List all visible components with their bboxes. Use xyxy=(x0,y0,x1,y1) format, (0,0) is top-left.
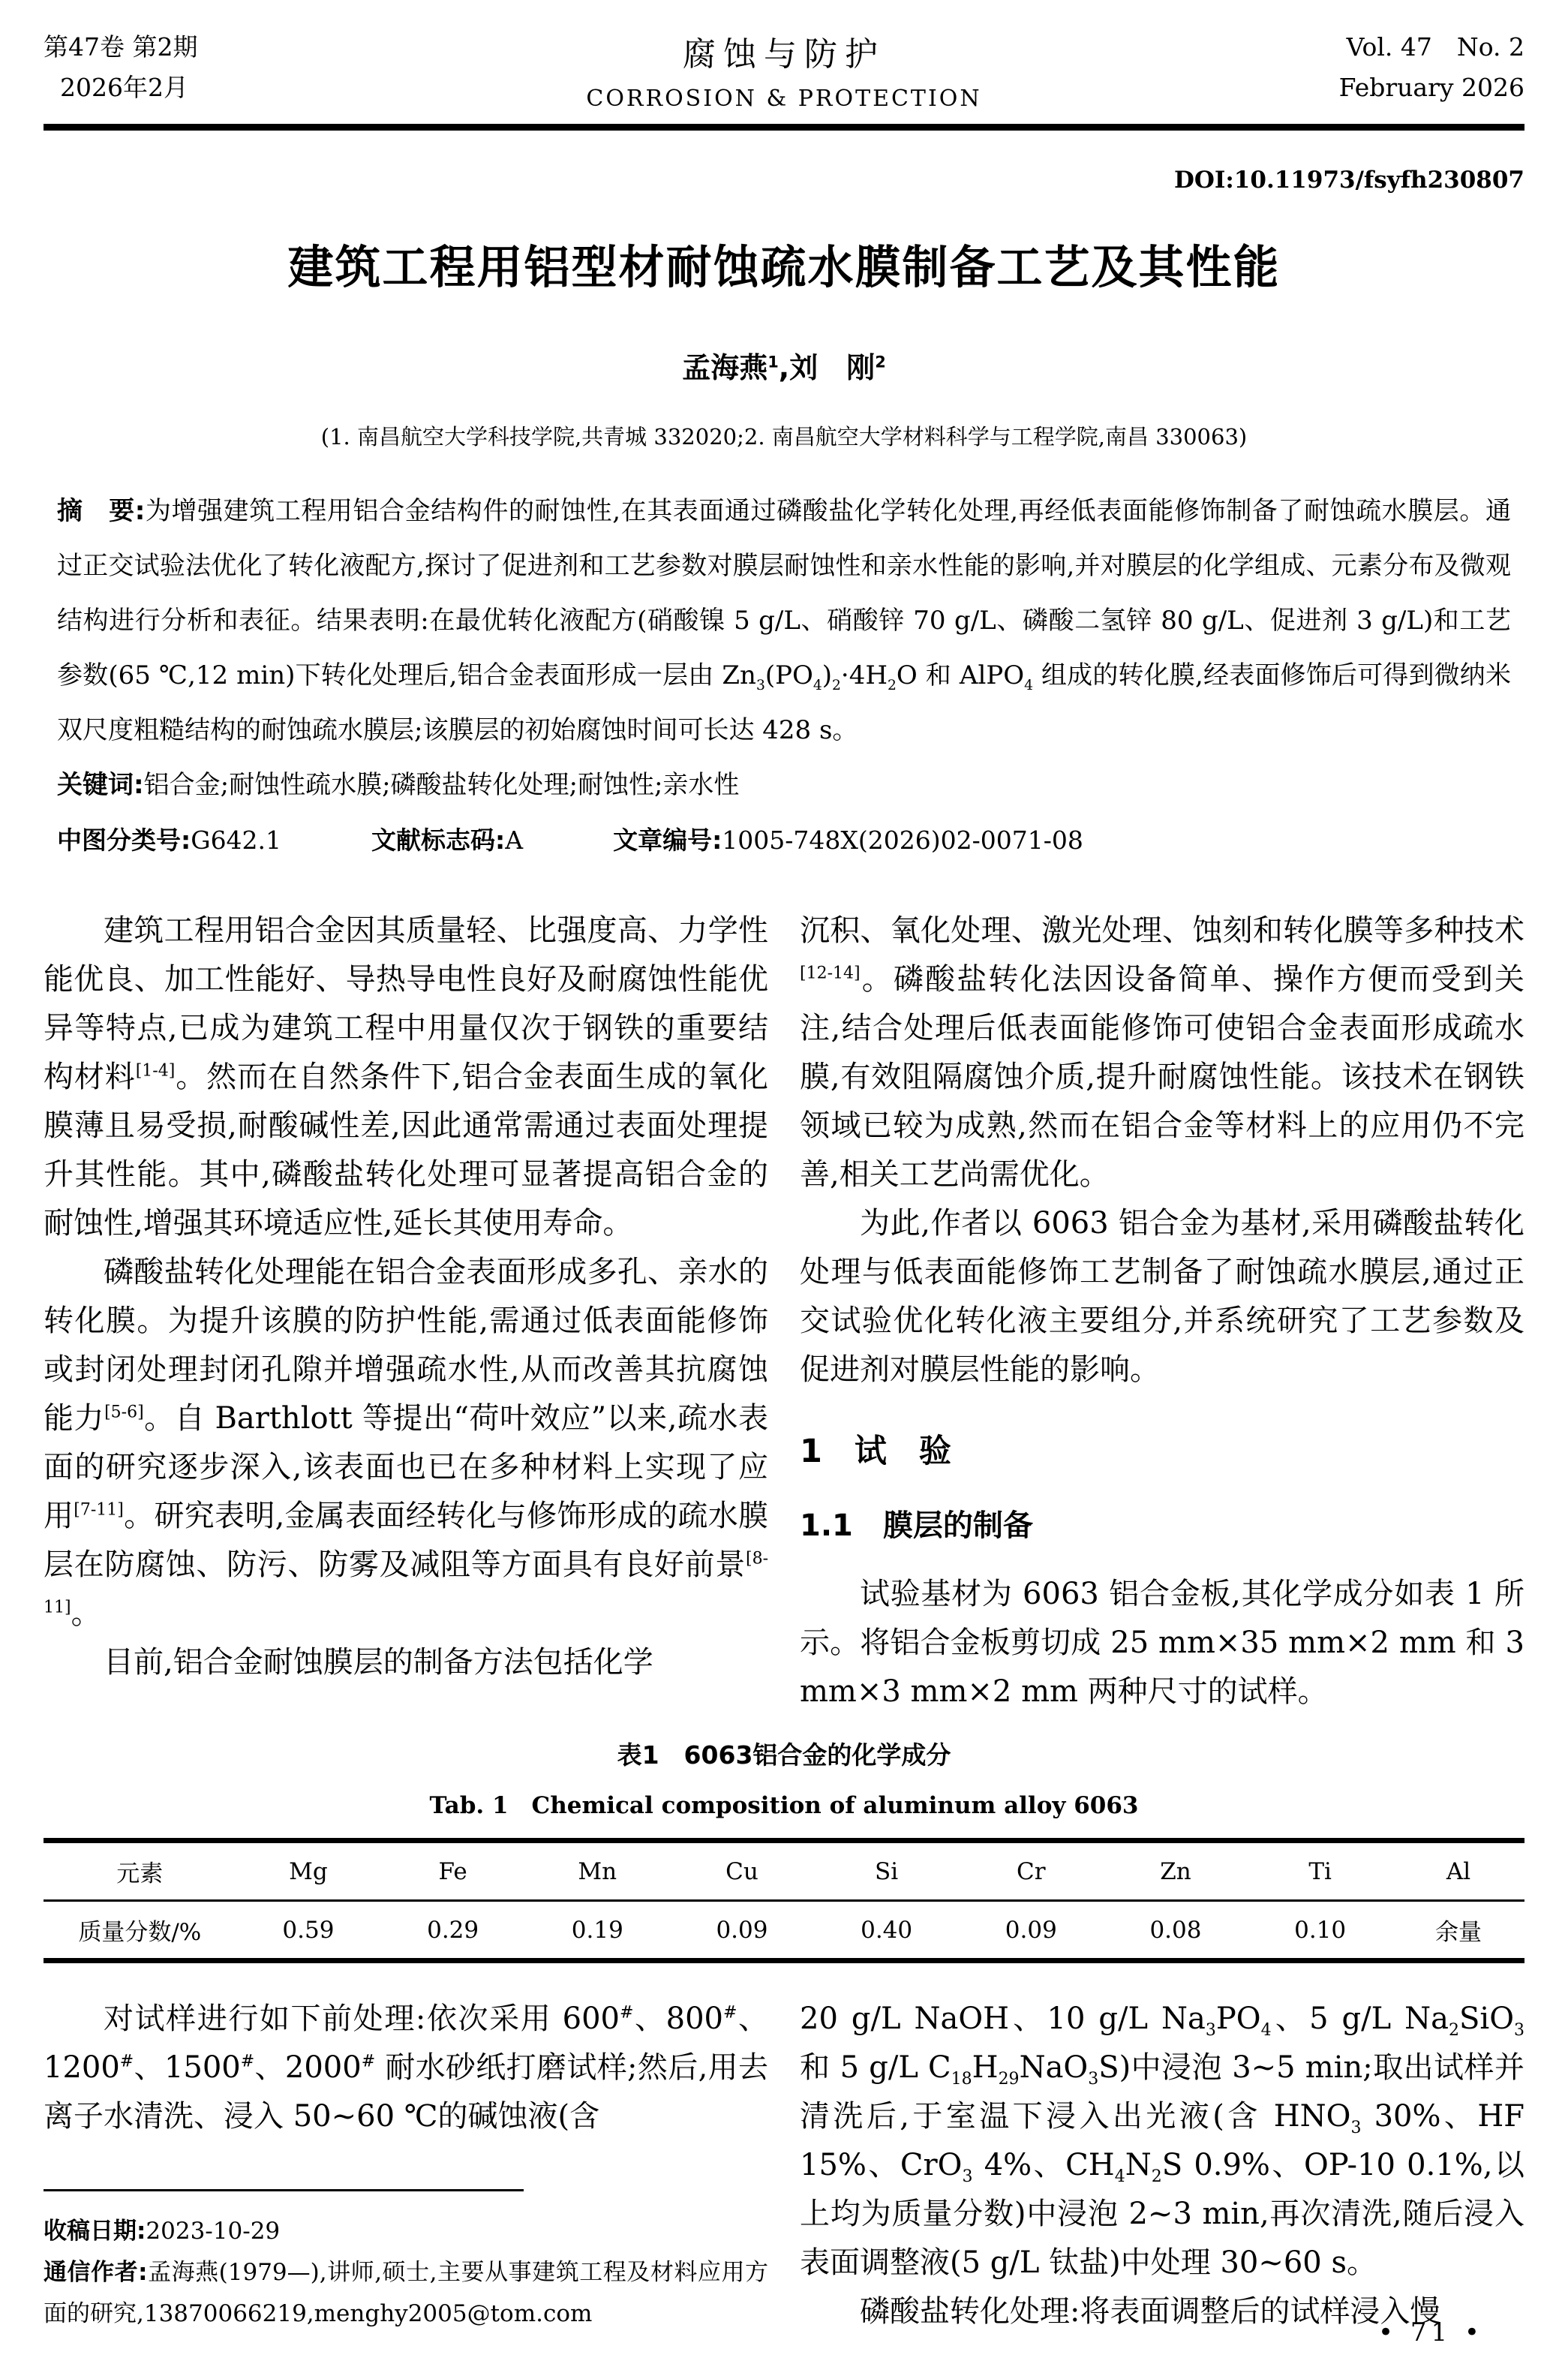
right-column-bottom xyxy=(800,1995,1524,2336)
authors: 孟海燕$^1$,刘 刚$^2$ xyxy=(682,351,886,384)
table1-caption-en: Tab. 1 Chemical composition of aluminum alloy 6063 xyxy=(429,1792,1139,1819)
paragraph: 目前,铝合金耐蚀膜层的制备方法包括化学 xyxy=(104,1645,653,1680)
paragraph: 磷酸盐转化处理能在铝合金表面形成多孔、亲水的转化膜。为提升该膜的防护性能,需通过低表面能修饰或封闭处理封闭孔隙并增强疏水性,从而改善其抗腐蚀能力[5-6]。自 Barthlott 等提出“荷叶效应”以来,疏水表面的研究逐步深入,该表面也已在多种材料上实现了应用[7-11]。研究表明,金属表面经转化与修饰形成的疏水膜层在防腐蚀、防污、防雾及减阻等方面具有良好前景[8-11]。 xyxy=(44,1255,769,1631)
abstract-label: 摘 要: xyxy=(57,496,146,526)
paragraph: 为此,作者以 6063 铝合金为基材,采用磷酸盐转化处理与低表面能修饰工艺制备了耐蚀疏水膜层,通过正交试验优化转化液主要组分,并系统研究了工艺参数及促进剂对膜层性能的影响。 xyxy=(800,1206,1524,1387)
header-center xyxy=(586,27,981,112)
paragraph: 建筑工程用铝合金因其质量轻、比强度高、力学性能优良、加工性能好、导热导电性良好及耐腐蚀性能优异等特点,已成为建筑工程中用量仅次于钢铁的重要结构材料[1-4]。然而在自然条件下,铝合金表面生成的氧化膜薄且易受损,耐酸碱性差,因此通常需通过表面处理提升其性能。其中,磷酸盐转化处理可显著提高铝合金的耐蚀性,增强其环境适应性,延长其使用寿命。 xyxy=(44,913,769,1241)
received-date-label: 收稿日期: xyxy=(44,2218,146,2245)
article-number xyxy=(613,813,1083,868)
journal-title-cn: 腐蚀与防护 xyxy=(683,35,885,74)
table-data-cell: 0.19 xyxy=(571,1916,623,1944)
table-data-cell: 0.40 xyxy=(861,1916,913,1944)
left-column-bottom xyxy=(44,1995,768,2336)
composition-table xyxy=(44,1838,1524,1963)
keywords-text: 铝合金;耐蚀性疏水膜;磷酸盐转化处理;耐蚀性;亲水性 xyxy=(143,770,740,800)
footnote xyxy=(44,2189,768,2335)
keywords-label: 关键词: xyxy=(57,770,144,800)
table-header-row xyxy=(44,1841,1524,1901)
section-heading-1-1: 1.1 膜层的制备 xyxy=(800,1508,1033,1543)
table-header-cell: Cr xyxy=(959,1841,1104,1901)
table-data-cell: 0.10 xyxy=(1294,1916,1347,1944)
corresponding-author-label: 通信作者: xyxy=(44,2259,148,2286)
table-data-row xyxy=(44,1901,1524,1961)
table-header-cell: Ti xyxy=(1248,1841,1392,1901)
table-header-cell: 元素 xyxy=(44,1841,236,1901)
document-code-label: 文献标志码: xyxy=(371,826,506,855)
paragraph: 对试样进行如下前处理:依次采用 600#、800#、1200#、1500#、2000# 耐水砂纸打磨试样;然后,用去离子水清洗、浸入 50~60 ℃的碱蚀液(含 xyxy=(44,2002,769,2134)
paragraph: 20 g/L NaOH、10 g/L $Na_3PO_4$、5 g/L $Na_2SiO_3$ 和 5 g/L $C_{18}H_{29}NaO_3S$)中浸泡 3~5 min;取出试样并清洗后,于室温下浸入出光液(含 $HNO_3$ 30%、HF 15%、CrO$_3$ 4%、$CH_4N_2S$ 0.9%、OP-10 0.1%,以上均为质量分数)中浸泡 2~3 min,再次清洗,随后浸入表面调整液(5 g/L 钛盐)中处理 30~60 s。 xyxy=(800,2002,1525,2280)
journal-title-en: CORROSION & PROTECTION xyxy=(586,86,982,112)
table-data-cell: 0.09 xyxy=(1005,1916,1057,1944)
document-code-value: A xyxy=(505,826,524,855)
article-number-value: 1005-748X(2026)02-0071-08 xyxy=(722,826,1083,855)
doi: DOI:10.11973/fsyfh230807 xyxy=(1173,167,1524,194)
table-data-cell: 质量分数/% xyxy=(78,1919,202,1946)
table-header-cell: Cu xyxy=(670,1841,815,1901)
table-data-cell: 0.29 xyxy=(427,1916,479,1944)
affiliation: (1. 南昌航空大学科技学院,共青城 332020;2. 南昌航空大学材料科学与工程学院,南昌 330063) xyxy=(320,424,1248,450)
paragraph: 沉积、氧化处理、激光处理、蚀刻和转化膜等多种技术[12-14]。磷酸盐转化法因设备简单、操作方便而受到关注,结合处理后低表面能修饰可使铝合金表面形成疏水膜,有效阻隔腐蚀介质,提升耐腐蚀性能。该技术在钢铁领域已较为成熟,然而在铝合金等材料上的应用仍不完善,相关工艺尚需优化。 xyxy=(800,913,1524,1192)
classification-line xyxy=(57,813,1511,868)
body-columns-top xyxy=(44,907,1524,1716)
volume-issue-cn: 第47卷 第2期 xyxy=(44,32,198,62)
document-code xyxy=(371,813,523,868)
clc-value: G642.1 xyxy=(191,826,282,855)
date-cn: 2026年2月 xyxy=(60,73,188,103)
table-header-cell: Si xyxy=(814,1841,959,1901)
article-title: 建筑工程用铝型材耐蚀疏水膜制备工艺及其性能 xyxy=(287,241,1281,294)
table-header-cell: Fe xyxy=(380,1841,525,1901)
clc-label: 中图分类号: xyxy=(57,826,191,855)
paragraph: 试验基材为 6063 铝合金板,其化学成分如表 1 所示。将铝合金板剪切成 25 mm×35 mm×2 mm 和 3 mm×3 mm×2 mm 两种尺寸的试样。 xyxy=(800,1577,1524,1709)
body-columns-bottom xyxy=(44,1995,1524,2336)
table-header-cell: Mg xyxy=(236,1841,381,1901)
table-header-cell: Zn xyxy=(1104,1841,1248,1901)
header-right xyxy=(982,27,1524,109)
left-column xyxy=(44,907,768,1716)
table1-caption-cn: 表1 6063铝合金的化学成分 xyxy=(617,1740,951,1770)
table-data-cell: 0.59 xyxy=(282,1916,335,1944)
table-header-cell: Al xyxy=(1392,1841,1524,1901)
table-data-cell: 余量 xyxy=(1434,1919,1482,1946)
volume-issue-en: Vol. 47 No. 2 xyxy=(1346,32,1524,62)
section-heading-1: 1 试 验 xyxy=(800,1433,951,1470)
header-divider xyxy=(44,124,1524,131)
table-header-cell: Mn xyxy=(525,1841,670,1901)
page-number: • 71 • xyxy=(1378,2317,1484,2347)
article-number-label: 文章编号: xyxy=(613,826,722,855)
received-date-value: 2023-10-29 xyxy=(146,2218,281,2245)
abstract xyxy=(57,484,1511,758)
keywords xyxy=(57,758,1511,813)
corresponding-author-value: 孟海燕(1979—),讲师,硕士,主要从事建筑工程及材料应用方面的研究,13870066219,menghy2005@tom.com xyxy=(44,2259,768,2327)
clc-number xyxy=(57,813,281,868)
corresponding-author xyxy=(44,2252,768,2335)
right-column xyxy=(800,907,1524,1716)
paragraph: 磷酸盐转化处理:将表面调整后的试样浸入慢 xyxy=(860,2294,1440,2329)
table-data-cell: 0.09 xyxy=(716,1916,768,1944)
journal-header xyxy=(44,27,1524,112)
table1-block xyxy=(44,1736,1524,1963)
date-en: February 2026 xyxy=(1338,73,1524,103)
received-date xyxy=(44,2211,768,2252)
table-data-cell: 0.08 xyxy=(1149,1916,1202,1944)
footnote-divider xyxy=(44,2189,524,2191)
abstract-text: 为增强建筑工程用铝合金结构件的耐蚀性,在其表面通过磷酸盐化学转化处理,再经低表面能修饰制备了耐蚀疏水膜层。通过正交试验法优化了转化液配方,探讨了促进剂和工艺参数对膜层耐蚀性和亲水性能的影响,并对膜层的化学组成、元素分布及微观结构进行分析和表征。结果表明:在最优转化液配方(硝酸镍 5 g/L、硝酸锌 70 g/L、磷酸二氢锌 80 g/L、促进剂 3 g/L)和工艺参数(65 ℃,12 min)下转化处理后,铝合金表面形成一层由 $Zn_3(PO_4)_2\cdot 4H_2O$ 和 AlPO$_4$ 组成的转化膜,经表面修饰后可得到微纳米双尺度粗糙结构的耐蚀疏水膜层;该膜层的初始腐蚀时间可长达 428 s。 xyxy=(57,496,1511,745)
header-left xyxy=(44,27,586,109)
